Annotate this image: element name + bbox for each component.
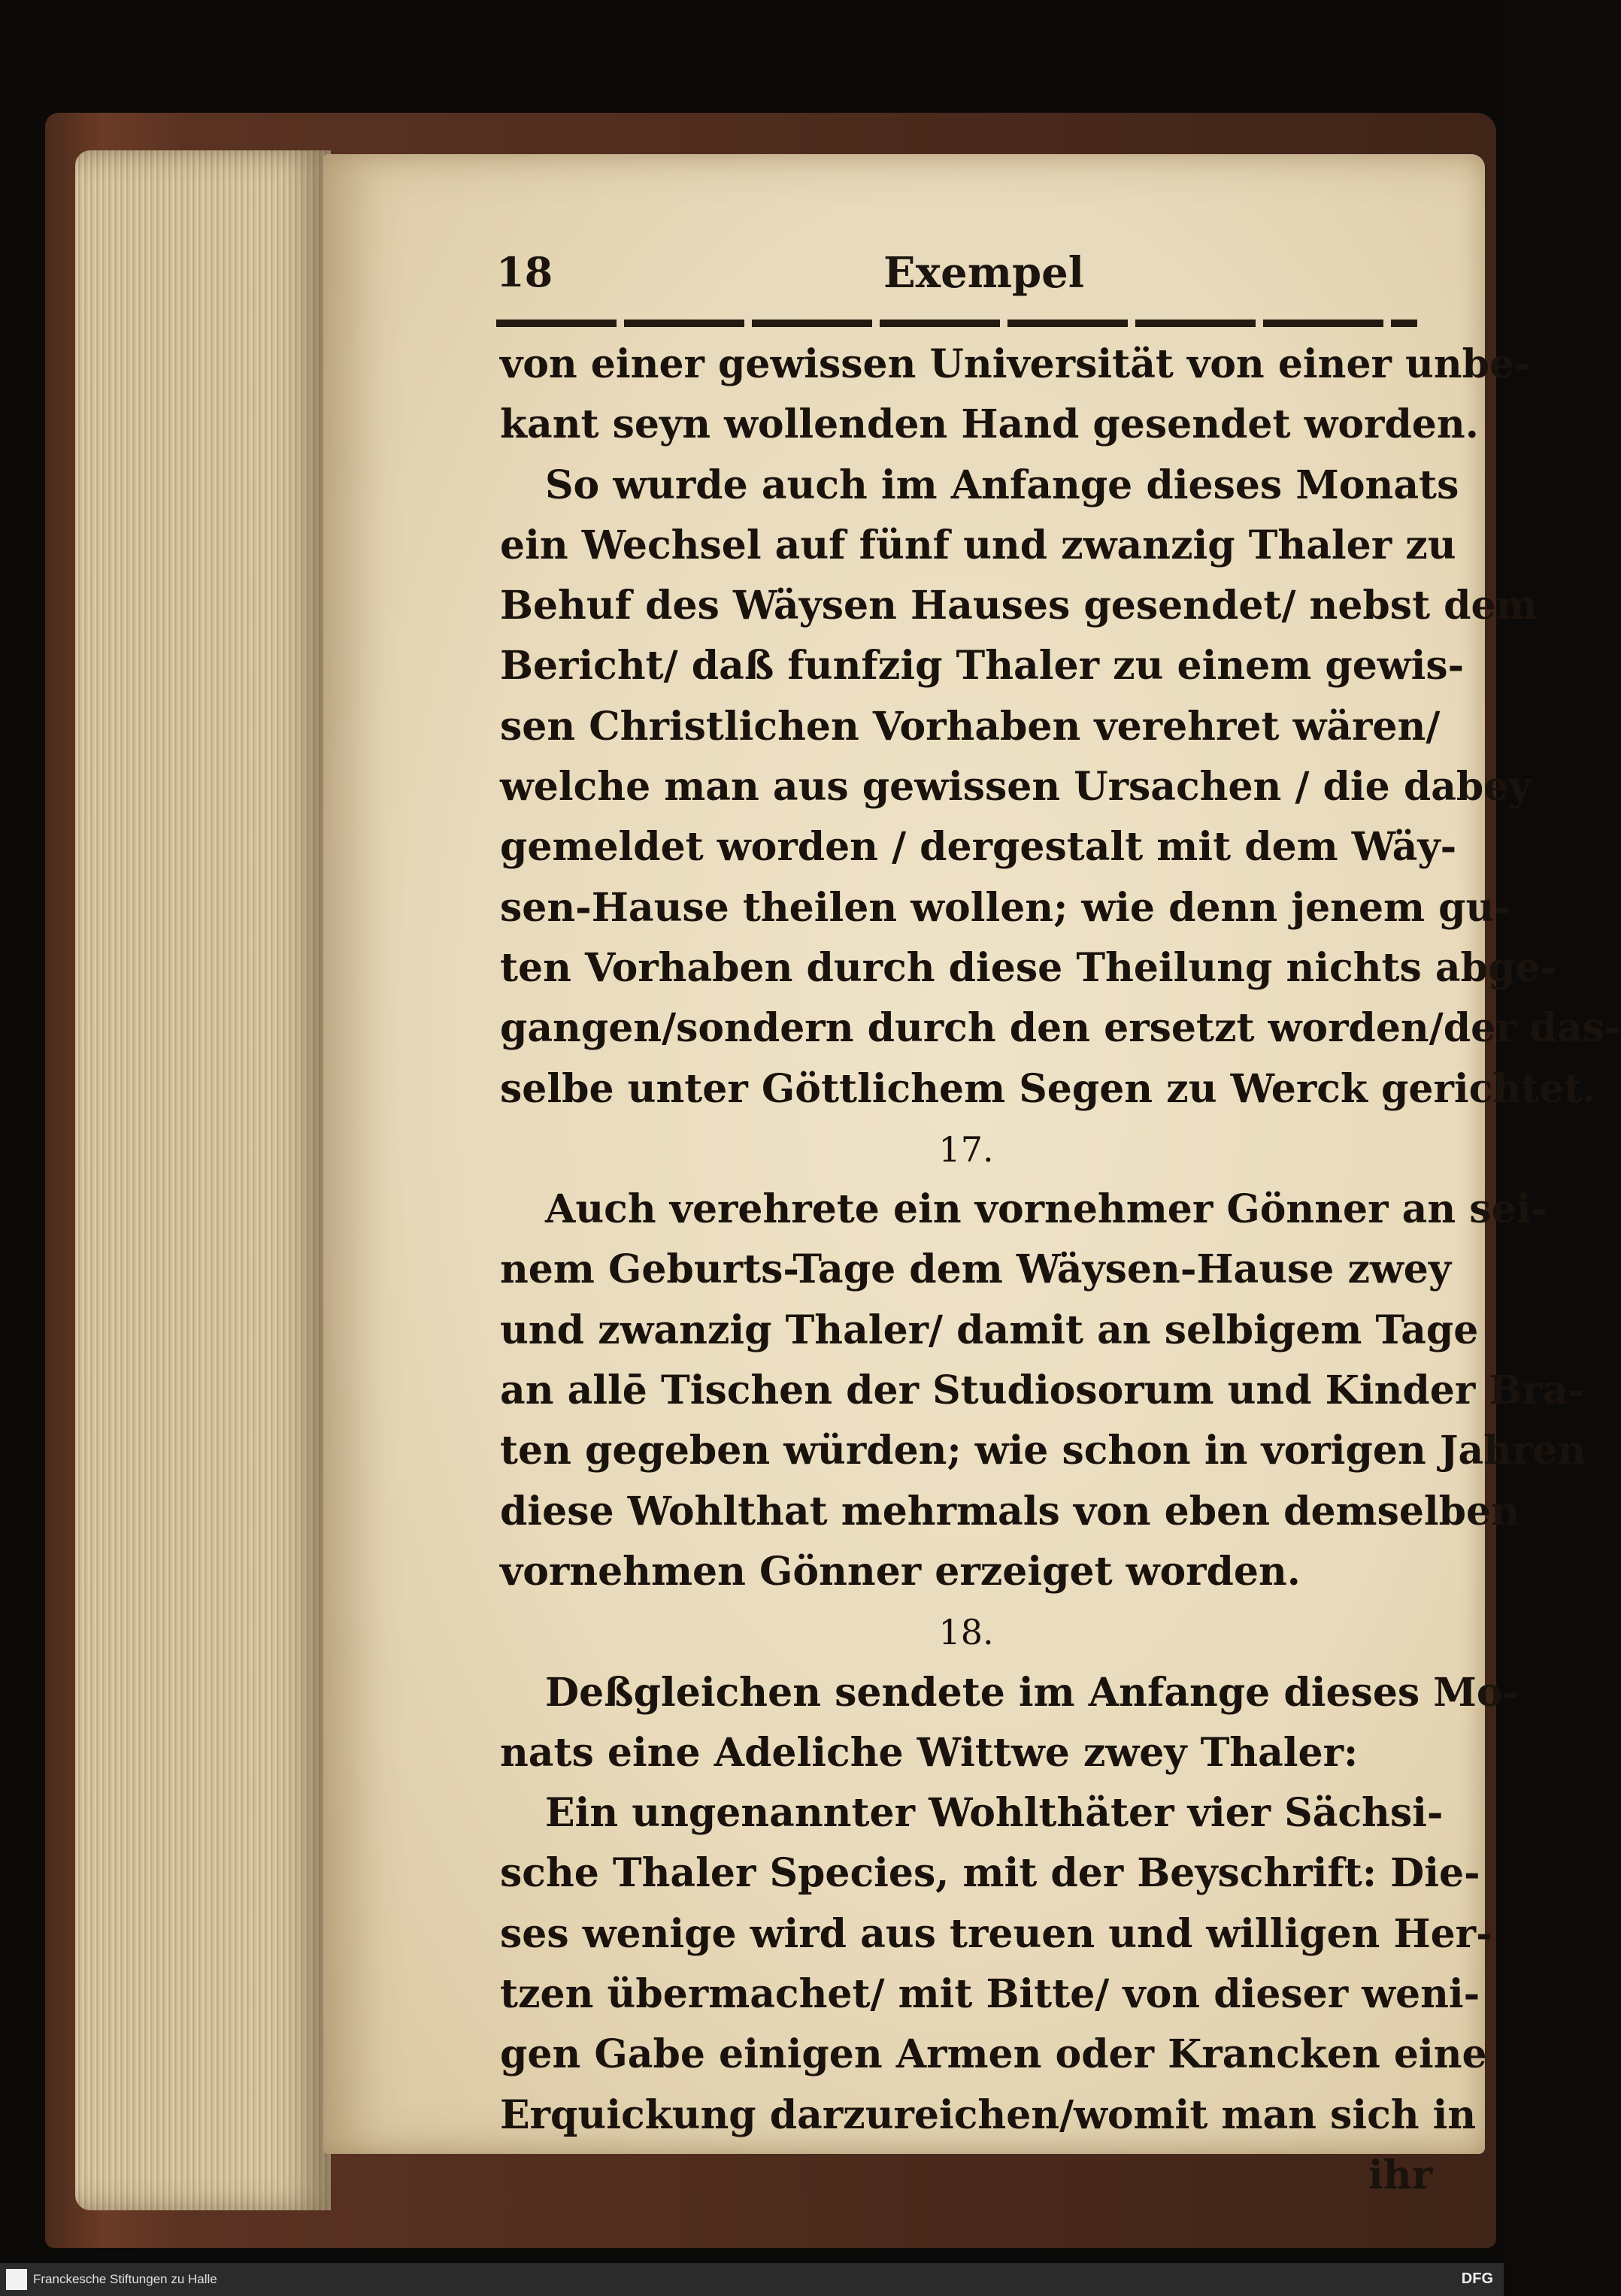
text-line: ten Vorhaben durch diese Theilung nichts abge- bbox=[500, 944, 1556, 991]
text-line: und zwanzig Thaler/ damit an selbigem Tage bbox=[500, 1307, 1479, 1353]
text-line: Auch verehrete ein vornehmer Gönner an sei- bbox=[545, 1186, 1547, 1233]
text-line: gen Gabe einigen Armen oder Krancken eine bbox=[500, 2031, 1487, 2078]
page-edges bbox=[75, 150, 331, 2210]
text-line: sen Christlichen Vorhaben verehret wären/ bbox=[500, 703, 1441, 750]
text-line: an allē Tischen der Studiosorum und Kinder Bra- bbox=[500, 1368, 1584, 1414]
text-line: ein Wechsel auf fünf und zwanzig Thaler zu bbox=[500, 522, 1456, 568]
text-line: selbe unter Göttlichem Segen zu Werck gerichtet. bbox=[500, 1065, 1596, 1112]
footer-credit: Franckesche Stiftungen zu Halle bbox=[33, 2272, 217, 2286]
text-line: vornehmen Gönner erzeiget worden. bbox=[500, 1548, 1301, 1595]
text-line: Behuf des Wäysen Hauses gesendet/ nebst dem bbox=[500, 583, 1538, 629]
text-line: Bericht/ daß funfzig Thaler zu einem gewis- bbox=[500, 643, 1465, 689]
section-number: 17. bbox=[938, 1128, 994, 1170]
text-line: welche man aus gewissen Ursachen / die dabey bbox=[500, 764, 1532, 810]
page-text bbox=[500, 335, 1621, 2206]
catchword: ihr bbox=[1368, 2152, 1432, 2198]
text-line: gemeldet worden / dergestalt mit dem Wäy- bbox=[500, 824, 1457, 871]
text-line: ses wenige wird aus treuen und willigen Her- bbox=[500, 1910, 1492, 1957]
text-line: diese Wohlthat mehrmals von eben demselben bbox=[500, 1488, 1519, 1534]
text-line: ten gegeben würden; wie schon in vorigen Jahren bbox=[500, 1428, 1586, 1474]
footer-bar bbox=[0, 2263, 1504, 2296]
text-line: kant seyn wollenden Hand gesendet worden. bbox=[500, 401, 1479, 448]
text-line: sen-Hause theilen wollen; wie denn jenem gu- bbox=[500, 884, 1510, 931]
dfg-badge: DFG bbox=[1461, 2270, 1493, 2287]
text-line: gangen/sondern durch den ersetzt worden/der das- bbox=[500, 1005, 1621, 1052]
text-line: So wurde auch im Anfange dieses Monats bbox=[545, 462, 1459, 508]
section-number: 18. bbox=[938, 1612, 994, 1653]
page-number: 18 bbox=[496, 248, 553, 296]
text-line: tzen übermachet/ mit Bitte/ von dieser weni- bbox=[500, 1971, 1480, 2018]
text-line: von einer gewissen Universität von einer unbe- bbox=[500, 341, 1531, 387]
institution-logo-icon bbox=[6, 2269, 27, 2290]
text-line: Erquickung darzureichen/womit man sich in bbox=[500, 2092, 1477, 2138]
text-line: Ein ungenannter Wohlthäter vier Sächsi- bbox=[545, 1790, 1444, 1837]
header-rule bbox=[496, 320, 1417, 327]
page-header bbox=[496, 248, 1421, 301]
text-line: Deßgleichen sendete im Anfange dieses Mo- bbox=[545, 1669, 1519, 1716]
running-head: Exempel bbox=[883, 248, 1085, 298]
text-line: nats eine Adeliche Wittwe zwey Thaler: bbox=[500, 1729, 1359, 1776]
text-line: sche Thaler Species, mit der Beyschrift: Die- bbox=[500, 1850, 1480, 1897]
text-line: nem Geburts-Tage dem Wäysen-Hause zwey bbox=[500, 1246, 1452, 1293]
